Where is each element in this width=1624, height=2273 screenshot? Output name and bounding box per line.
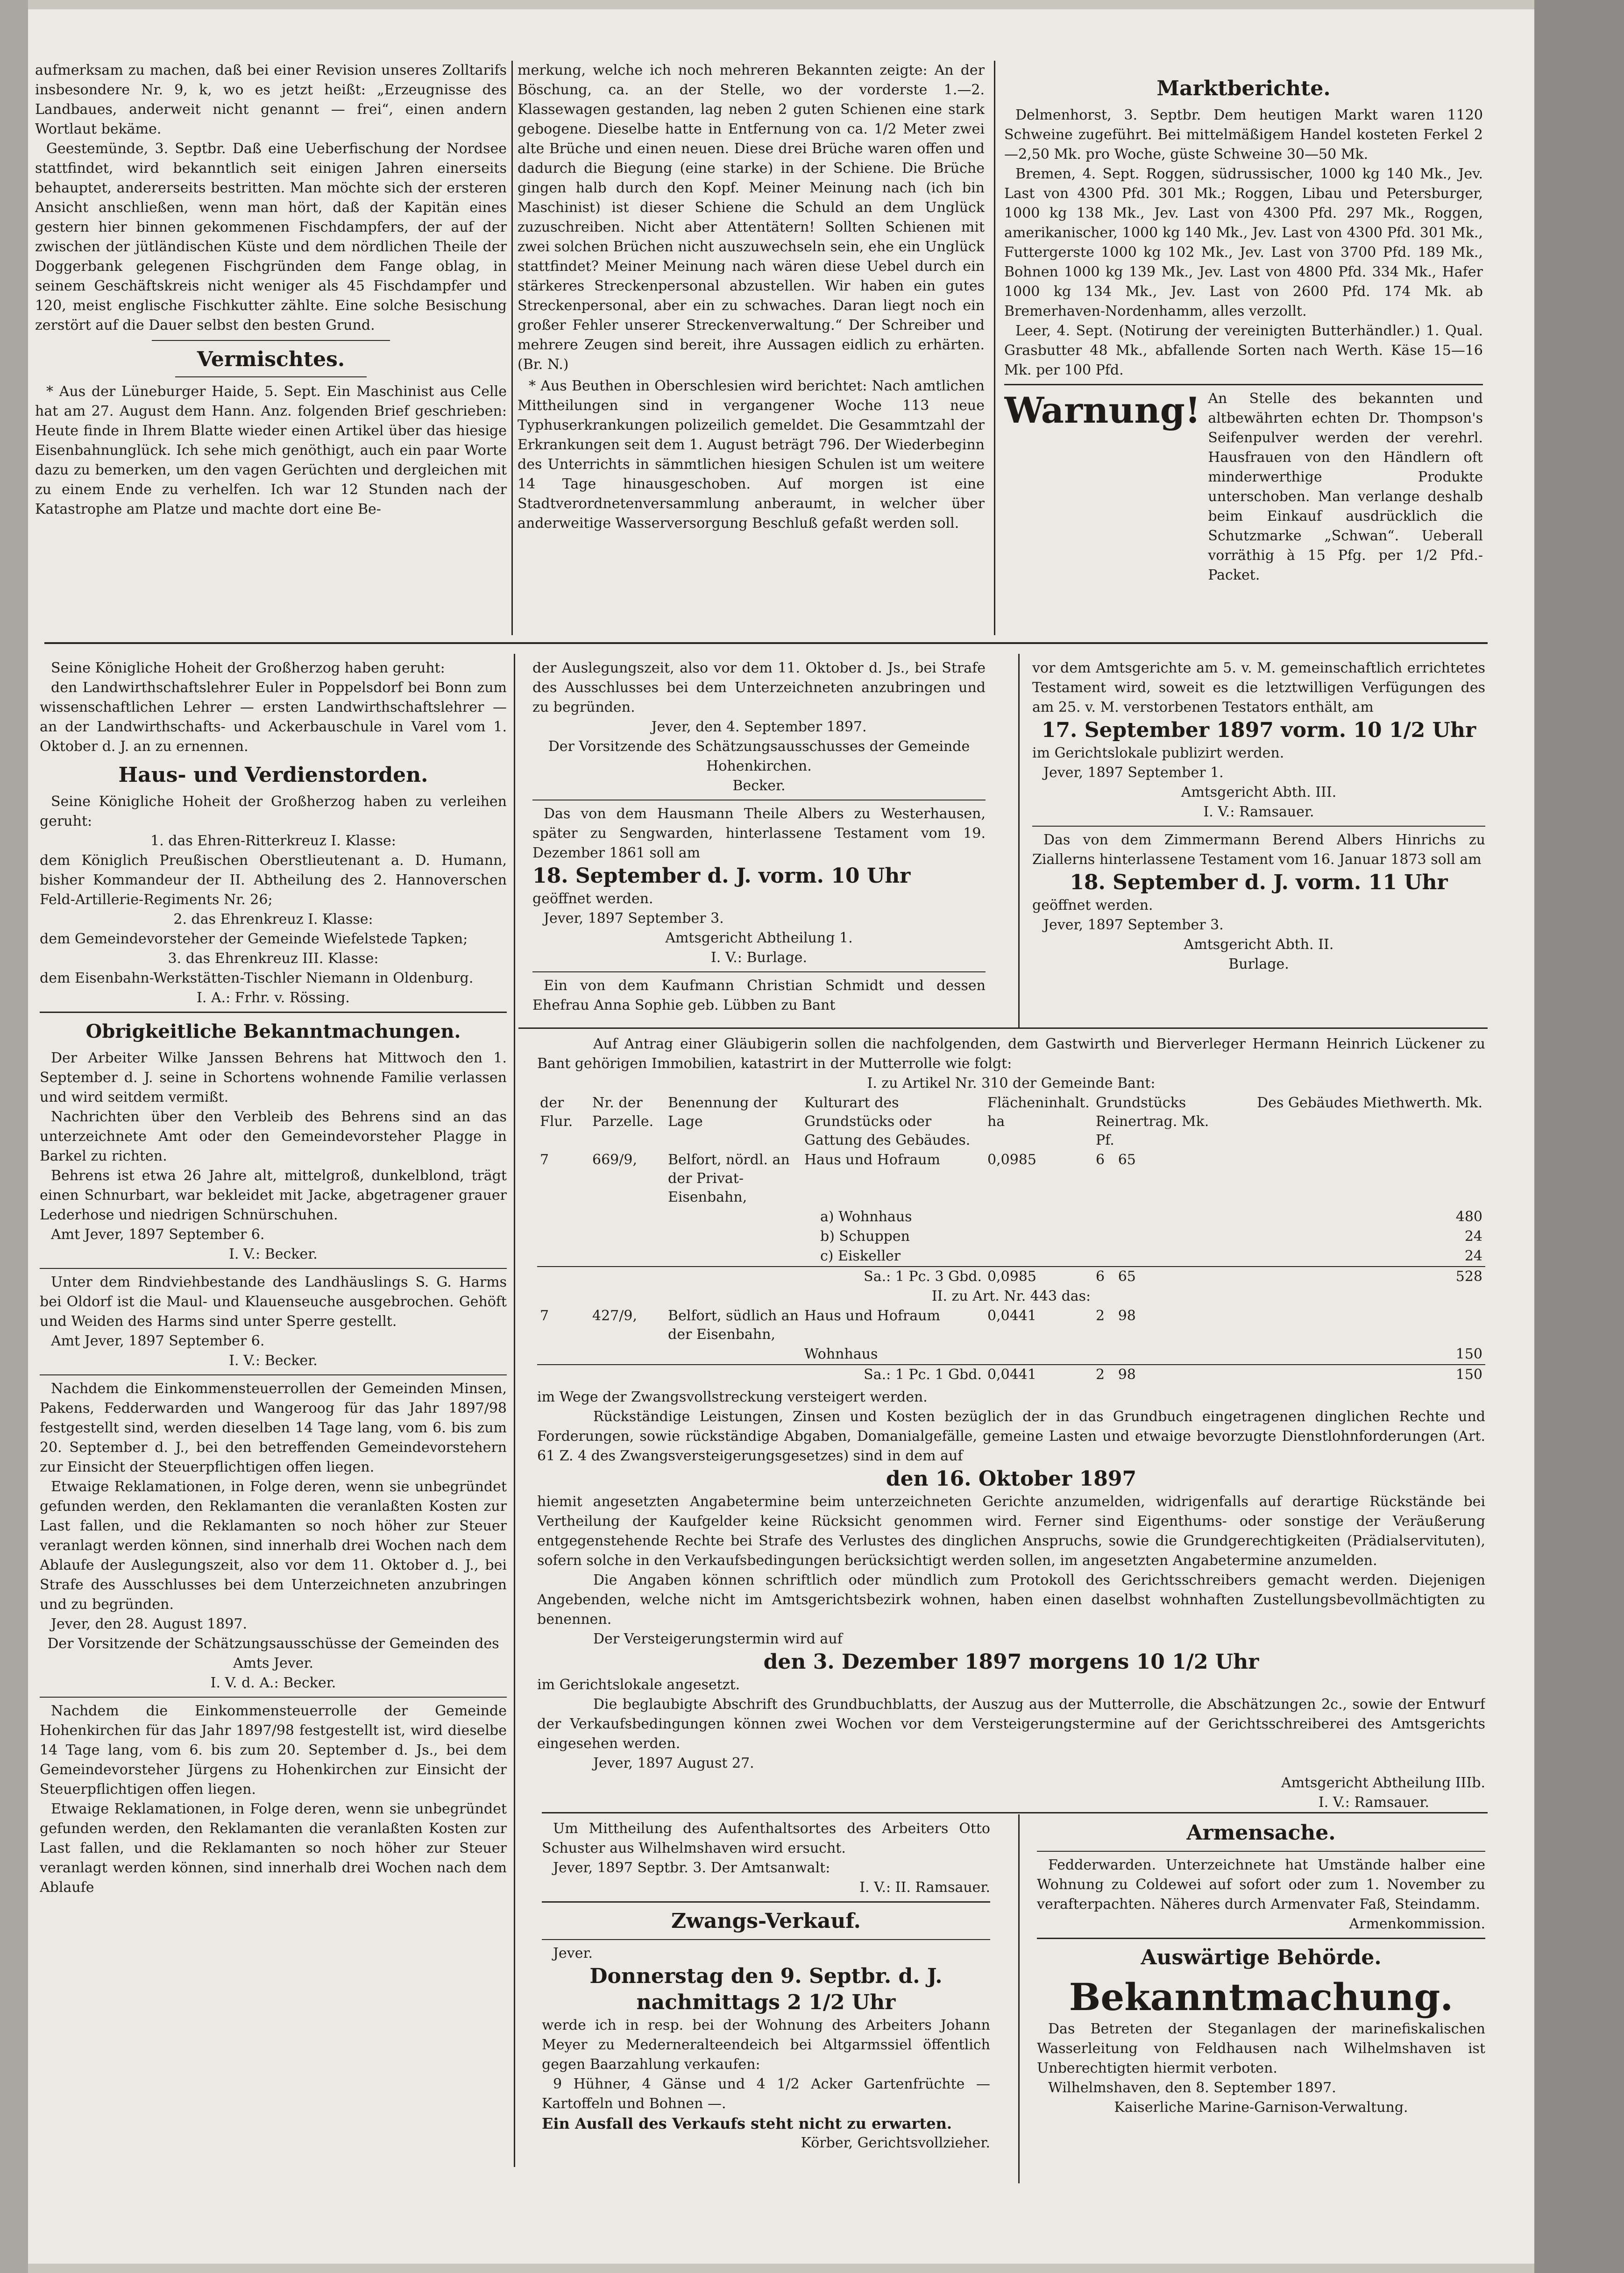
orden-3: 3. das Ehrenkreuz III. Klasse: [168,950,379,967]
cell: 98 [1118,1308,1136,1324]
table-header [537,1093,1485,1150]
dateline: Jever, 1897 September 3. [544,910,724,927]
signature: I. V.: Ramsauer. [1203,804,1314,820]
signature: Burlage. [1228,956,1289,972]
dateline: Jever, 1897 September 3. [1043,917,1224,933]
signature: I. A.: Frhr. v. Rössing. [197,990,350,1006]
notice-testament-albers: Das von dem Hausmann Theile Albers zu Westerhausen, später zu Sengwarden, hinterlassene Testament vom 19. Dezember 1861 soll am [532,806,986,861]
divider [1037,1851,1485,1852]
orden-2-recipient: dem Gemeindevorsteher der Gemeinde Wiefelstede Tapken; [40,931,468,947]
divider [532,971,986,972]
auction-text: im Gerichtslokale angesetzt. [537,1677,740,1693]
notice-seuche: Unter dem Rindviehbestande des Landhäuslings S. G. Harms bei Oldorf ist die Maul- und Klauenseuche ausgebrochen. Gehöft und Weiden des Harms sind unter Sperre gestellt. [40,1274,507,1330]
article-geestemuende: Geestemünde, 3. Septbr. Daß eine Ueberfischung der Nordsee stattfindet, wird bekanntlich seit einigen Jahren einerseits behauptet, andererseits bestritten. Man möchte sich der ersteren Ansicht anschließen, wenn man hört, daß der Kapitän eines gestern hier binnen gekommenen Fischdampfers, der auf der zwischen der jütländischen Küste und dem nördlichen Theile der Doggerbank gelegenen Fischgründen dem Fange oblag, in seinem Geschäftskreis nicht weniger als 45 Fischdampfer und 120, meist englische Fischkutter zählte. Eine solche Besischung zerstört auf die Dauer selbst den besten Grund. [35,141,507,333]
ad-warnung-text: An Stelle des bekannten und altbewährten echten Dr. Thompson's Seifenpulver werden der verehrl. Hausfrauen von den Händlern oft minderwerthige Produkte unterschoben. Man verlange deshalb beim Einkauf ausdrücklich die Schutzmarke „Schwan“. Ueberall vorräthig à 15 Pfg. per 1/2 Pfd.-Packet. [1208,390,1483,583]
bottom-column-3 [1037,1819,1485,2186]
cell: Belfort, nördl. an der Privat-Eisenbahn, [668,1152,790,1205]
cell [1220,1150,1485,1207]
blank [537,1227,589,1246]
dateline: Amt Jever, 1897 September 6. [51,1226,265,1243]
blank [1093,1345,1220,1365]
cell: 0,0441 [987,1367,1036,1383]
article-zolltarif-end: aufmerksam zu machen, daß bei einer Revision unseres Zolltarifs insbesondere Nr. 9, k, wo es jetzt heißt: „Erzeugnisse des Landbaues, anderweit nicht genannt — frei“, einen andern Wortlaut bekäme. [35,62,507,137]
auction-text: im Wege der Zwangsvollstreckung versteigert werden. [537,1389,928,1405]
auction-text: Der Versteigerungstermin wird auf [593,1631,843,1647]
divider [542,1939,990,1940]
divider [1004,384,1483,385]
signature: I. V.: Ramsauer. [1318,1794,1429,1807]
blank [589,1227,665,1246]
blank [985,1227,1093,1246]
notice-reklamationen: Etwaige Reklamationen, in Folge deren, wenn sie unbegründet gefunden werden, den Reklamanten die veranlaßten Kosten zur Last fallen, und die Reklamanten so noch höher zur Steuer veranlagt werden können, sind innerhalb drei Wochen nach dem Ablaufe der Auslegungszeit, also vor dem 11. Oktober d. J., bei Strafe des Ausschlusses bei dem Unterzeichneten anzubringen und zu begründen. [40,1479,507,1613]
col-parzelle: Nr. der Parzelle. [592,1095,654,1130]
cell: 6 [1096,1268,1105,1285]
blank [985,1246,1093,1267]
notice-schuster: Um Mittheilung des Aufenthaltsortes des Arbeiters Otto Schuster aus Wilhelmshaven wird ersucht. [542,1820,990,1856]
blank [537,1207,589,1227]
notice-vorsitzende: Der Vorsitzende der Schätzungsausschüsse der Gemeinden des Amts Jever. [47,1636,499,1671]
divider [542,1901,990,1903]
column-rule [514,654,515,2167]
market-bremen: Bremen, 4. Sept. Roggen, südrussischer, 1000 kg 140 Mk., Jev. Last von 4300 Pfd. 301 Mk.; Roggen, Libau und Petersburger, 1000 kg 138 Mk., Jev. Last von 4300 Pfd. 297 Mk., Roggen, amerikanischer, 1000 kg 140 Mk., Jev. Last von 4300 Pfd. 301 Mk., Futtergerste 1000 kg 102 Mk., Jev. Last von 3700 Pfd. 189 Mk., Bohnen 1000 kg 139 Mk., Jev. Last von 4800 Pfd. 334 Mk., Hafer 1000 kg 134 Mk., Jev. Last von 2600 Pfd. 174 Mk. ab Bremerhaven-Nordenhamm, alles verzollt. [1004,166,1483,319]
notice-fedderwarden: Fedderwarden. Unterzeichnete hat Umstände halber eine Wohnung zu Coldewei auf sofort oder zum 1. November zu verafterpachten. Näheres durch Armenvater Faß, Steindamm. [1037,1857,1485,1912]
table-row [537,1246,1485,1267]
blank [985,1345,1093,1365]
col-flur: der Flur. [540,1095,573,1130]
cell: Haus und Hofraum [804,1308,941,1324]
court: Amtsgericht Abtheilung 1. [665,930,853,946]
announcement-euler: den Landwirthschaftslehrer Euler in Poppelsdorf bei Bonn zum wissenschaftlichen Lehrer — ersten Landwirthschaftslehrer — an der Landwirthschafts- und Ackerbauschule in Varel vom 1. Oktober d. J. an zu ernennen. [40,680,507,755]
top-column-1 [35,61,507,621]
divider [40,1374,507,1375]
col-kultur: Kulturart des Grundstücks oder Gattung des Gebäudes. [804,1095,971,1148]
bottom-column-2 [542,1819,990,2186]
divider [152,340,390,341]
signature: Armenkommission. [1349,1916,1485,1932]
signature: Kaiserliche Marine-Garnison-Verwaltung. [1114,2099,1408,2116]
blank [537,1365,589,1385]
cell: 7 [540,1308,549,1324]
orden-intro: Seine Königliche Hoheit der Großherzog haben zu verleihen geruht: [40,793,507,829]
cell: c) Eiskeller [820,1248,901,1264]
cell: 480 [1455,1209,1482,1225]
divider [1037,1938,1485,1939]
divider [40,1012,507,1013]
cell: 0,0985 [987,1152,1036,1168]
blank [665,1365,801,1385]
notice-testament-schmidt: Ein von dem Kaufmann Christian Schmidt und dessen Ehefrau Anna Sophie geb. Lübben zu Bant [532,977,986,1013]
market-delmenhorst: Delmenhorst, 3. Septbr. Dem heutigen Markt waren 1120 Schweine zugeführt. Bei mittelmäßigem Handel kosteten Ferkel 2—2,50 Mk. pro Woche, güste Schweine 30—50 Mk. [1004,107,1483,163]
court: Amtsgericht Abth. III. [1181,784,1337,800]
blank [589,1267,665,1287]
signature: I. V.: Becker. [229,1246,318,1262]
cell: 0,0441 [987,1308,1036,1324]
cell-reinertrag [1093,1306,1220,1345]
notice-behrens-3: Behrens ist etwa 26 Jahre alt, mittelgroß, dunkelblond, trägt einen Schnurbart, war bekleidet mit Jacke, abgetragener grauer Lederhose und niedrigen Schnürschuhen. [40,1168,507,1223]
blank [1093,1207,1220,1227]
dateline: Jever, 1897 Septbr. 3. Der Amtsanwalt: [553,1860,830,1876]
dateline: Jever, den 4. September 1897. [651,719,867,735]
divider [175,376,367,377]
announcements-column-3 [1032,659,1485,1013]
blank [589,1207,665,1227]
section-rule [44,642,1488,644]
blank [665,1345,801,1365]
auction-notice [537,1034,1485,1807]
signature: I. V.: Becker. [229,1352,318,1369]
cell: 0,0985 [987,1268,1036,1285]
table-row [537,1227,1485,1246]
dateline: Jever, 1897 August 27. [593,1755,754,1771]
column-rule [1018,654,1020,1027]
notice-verkauf: werde ich in resp. bei der Wohnung des Arbeiters Johann Meyer zu Mederneralteendeich bei Altgarmssiel öffentlich gegen Baarzahlung verkaufen: [542,2017,990,2073]
blank [589,1246,665,1267]
top-column-2 [518,61,985,630]
blank [665,1227,801,1246]
cell: 24 [1464,1248,1482,1264]
column-rule [1018,1814,1020,2183]
article-eisenbahn-continued: merkung, welche ich noch mehreren Bekannten zeigte: An der Böschung, ca. an der Stelle, wo der vorderste 1.—2. Klassewagen gestanden, lag neben 2 guten Schienen eine stark gebogene. Dieselbe hatte in Entfernung von ca. 1/2 Meter zwei alte Brüche und einen neuen. Diese drei Brüche waren offen und dadurch die Biegung (eine starke) in der Schiene. Die Brüche gingen halb durch den Kopf. Meiner Meinung nach (ich bin Maschinist) ist dieser Schiene die Schuld an dem Unglück zuzuschreiben. Nicht aber Attentätern! Sollten Schienen mit zwei solchen Brüchen nicht auszuwechseln sein, ehe ein Unglück stattfindet? Meiner Meinung nach wären diese Uebel durch ein stärkeres Streckenpersonal abzustellen. Wir haben ein gutes Streckenpersonal, aber ein zu schwaches. Daran liegt noch ein großer Fehler unserer Streckenverwaltung.“ Der Schreiber und mehrere Zeugen sind bereit, ihre Aussagen eidlich zu erhärten. (Br. N.) [518,62,985,373]
cell: a) Wohnhaus [820,1209,912,1225]
cell: 2 [1096,1367,1105,1383]
heading-armensache: Armensache. [1186,1821,1336,1845]
notice-ausfall: Ein Ausfall des Verkaufs steht nicht zu erwarten. [542,2115,952,2132]
signature: Becker. [732,778,786,794]
blank [665,1267,801,1287]
col-lage: Benennung der Lage [668,1095,778,1130]
dateline: Jever, den 28. August 1897. [51,1616,248,1632]
heading-haus-verdienstorden: Haus- und Verdienstorden. [118,763,428,787]
signature: Körber, Gerichtsvollzieher. [801,2135,990,2151]
notice-vorsitzende: Der Vorsitzende des Schätzungsausschusses der Gemeinde Hohenkirchen. [548,738,970,774]
cell: 65 [1118,1268,1136,1285]
heading-obrigkeitliche: Obrigkeitliche Bekanntmachungen. [85,1020,461,1042]
text: im Gerichtslokale publizirt werden. [1032,745,1284,761]
blank [1093,1227,1220,1246]
article-lueneburger-haide: * Aus der Lüneburger Haide, 5. Sept. Ein Maschinist aus Celle hat am 27. August dem Hann. Anz. folgenden Brief geschrieben: Heute finde in Ihrem Blatte wieder einen Artikel über das hiesige Eisenbahnunglück. Ich sehe mich genöthigt, auch ein paar Worte dazu zu bemerken, um den vagen Gerüchten und dergleichen mit zu einem Ende zu verhelfen. Ich war 12 Stunden nach der Katastrophe am Platze und machte dort eine Be- [35,383,507,517]
cell: 6 [1096,1152,1105,1168]
divider [1032,826,1485,827]
orden-2: 2. das Ehrenkreuz I. Klasse: [173,911,373,928]
notice-steganlagen: Das Betreten der Steganlagen der marinefiskalischen Wasserleitung von Feldhausen nach Wilhelmshaven ist Unberechtigten hiermit verboten. [1037,2021,1485,2076]
date-angabetermin: den 16. Oktober 1897 [886,1467,1137,1491]
ad-warnung-heading: Warnung! [1004,389,1201,431]
blank [1093,1246,1220,1267]
heading-marktberichte: Marktberichte. [1156,77,1331,100]
announcements-column-1 [40,659,507,2167]
text: geöffnet werden. [1032,897,1153,913]
cell: 65 [1118,1152,1136,1168]
blank [537,1345,589,1365]
orden-3-recipient: dem Eisenbahn-Werkstätten-Tischler Niemann in Oldenburg. [40,970,474,986]
signature: I. V.: Burlage. [710,949,808,966]
date-testament-1: 18. September d. J. vorm. 10 Uhr [532,864,911,888]
notice-auslegung: der Auslegungszeit, also vor dem 11. Oktober d. Js., bei Strafe des Ausschlusses bei dem Unterzeichneten anzubringen und zu begründen. [532,660,986,715]
cell: Belfort, südlich an der Eisenbahn, [668,1308,799,1343]
cell: Haus und Hofraum [804,1152,941,1168]
cell: Sa.: 1 Pc. 3 Gbd. [864,1268,982,1285]
article-beuthen: * Aus Beuthen in Oberschlesien wird berichtet: Nach amtlichen Mittheilungen sind in vergangener Woche 113 neue Typhuserkrankungen polizeilich gemeldet. Die Gesammtzahl der Erkrankungen seit dem 1. August beträgt 796. Der Wiederbeginn des Unterrichts in sämmtlichen hiesigen Schulen ist um weitere 14 Tage hinausgeschoben. Auf morgen ist eine Stadtverordnetenversammlung anberaumt, in welcher über anderweitige Wasserversorgung Beschluß gefaßt werden soll. [518,378,985,531]
heading-zwangs-verkauf: Zwangs-Verkauf. [671,1909,861,1933]
cell: 24 [1464,1228,1482,1245]
court: Amtsgericht Abth. II. [1184,936,1334,953]
dateline: Amt Jever, 1897 September 6. [51,1333,265,1349]
notice-steuerrollen: Nachdem die Einkommensteuerrollen der Gemeinden Minsen, Pakens, Fedderwarden und Wangeroog für das Jahr 1897/98 festgestellt sind, werden dieselben 14 Tage lang, vom 6. bis zum 20. September d. J., bei den betreffenden Gemeindevorstehern zur Einsicht der Steuerpflichtigen offen liegen. [40,1381,507,1475]
blank [985,1207,1093,1227]
cell: 98 [1118,1367,1136,1383]
blank [665,1207,801,1227]
announcements-column-2 [532,659,986,1013]
table-row [537,1345,1485,1365]
cell: 150 [1455,1346,1482,1362]
text: geöffnet werden. [532,891,653,907]
heading-auswaertige-behoerde: Auswärtige Behörde. [1141,1946,1382,1969]
auction-article-1: I. zu Artikel Nr. 310 der Gemeinde Bant: [867,1075,1156,1091]
table-row [537,1287,1485,1306]
table-row [537,1150,1485,1207]
heading-vermischtes: Vermischtes. [197,347,345,371]
table-row [537,1306,1485,1345]
cell: Wohnhaus [804,1346,878,1362]
date-versteigerung: den 3. Dezember 1897 morgens 10 1/2 Uhr [763,1650,1259,1674]
divider [40,1697,507,1698]
dateline: Jever, 1897 September 1. [1043,765,1224,781]
cell: 7 [540,1152,549,1168]
section-rule [518,1027,1488,1029]
ad-warnung [1004,389,1483,585]
court: Amtsgericht Abtheilung IIIb. [1281,1775,1485,1791]
notice-testament-cont: vor dem Amtsgerichte am 5. v. M. gemeinschaftlich errichtetes Testament wird, soweit es die letztwilligen Verfügungen des am 25. v. M. verstorbenen Testators enthält, am [1032,660,1485,715]
scan-right-margin [1534,0,1624,2273]
table-row [537,1207,1485,1227]
notice-items: 9 Hühner, 4 Gänse und 4 1/2 Acker Gartenfrüchte — Kartoffeln und Bohnen —. [542,2076,990,2112]
cell [1220,1306,1485,1345]
cell: 427/9, [592,1308,637,1324]
divider [40,1268,507,1269]
cell: 2 [1096,1308,1105,1324]
notice-behrens: Der Arbeiter Wilke Janssen Behrens hat Mittwoch den 1. September d. J. seine in Schortens wohnende Familie verlassen und wird seitdem vermißt. [40,1050,507,1105]
notice-hohenkirchen: Nachdem die Einkommensteuerrolle der Gemeinde Hohenkirchen für das Jahr 1897/98 festgestellt ist, wird dieselbe 14 Tage lang, vom 6. bis zum 20. September d. Js., bei dem Gemeindevorsteher Jürgens zu Hohenkirchen zur Einsicht der Steuerpflichtigen offen liegen. [40,1703,507,1798]
cell-reinertrag [1093,1150,1220,1207]
notice-reklamationen-2: Etwaige Reklamationen, in Folge deren, wenn sie unbegründet gefunden werden, den Reklamanten die veranlaßten Kosten zur Last fallen, und die Reklamanten so noch höher zur Steuer veranlagt werden können, sind innerhalb drei Wochen nach dem Ablaufe [40,1801,507,1896]
time-verkauf: nachmittags 2 1/2 Uhr [636,1990,896,2014]
cell: 669/9, [592,1152,637,1168]
cell: 528 [1455,1268,1482,1285]
heading-bekanntmachung: Bekanntmachung. [1069,1975,1454,2019]
dateline: Wilhelmshaven, den 8. September 1897. [1048,2080,1336,2096]
auction-text: Rückständige Leistungen, Zinsen und Kosten bezüglich der in das Grundbuch eingetragenen dinglichen Rechte und Forderungen, sowie rückständige Abgaben, Domanialgefälle, gemeine Lasten und etwaige bevorzugte Dienstlohnforderungen (Art. 61 Z. 4 des Zwangsversteigerungsgesetzes) sind in dem auf [537,1409,1485,1464]
signature: I. V. d. A.: Becker. [210,1675,336,1691]
col-flaeche: Flächeninhalt. ha [987,1095,1090,1130]
auction-text: Die Angaben können schriftlich oder mündlich zum Protokoll des Gerichtsschreibers gemacht werden. Diejenigen Angebenden, welche nicht im Amtsgerichtsbezirk wohnen, haben einen daselbst wohnhaften Zustellungsbevollmächtigten zu benennen. [537,1572,1485,1628]
blank [537,1267,589,1287]
notice-testament-hinrichs: Das von dem Zimmermann Berend Albers Hinrichs zu Ziallerns hinterlassene Testament vom 16. Januar 1873 soll am [1032,832,1485,868]
col-reinertrag: Grundstücks Reinertrag. Mk. Pf. [1096,1095,1209,1148]
cell-reinertrag [1093,1365,1220,1385]
table-sum-row [537,1267,1485,1287]
top-column-3 [1004,75,1483,635]
signature: I. V.: II. Ramsauer. [859,1879,990,1896]
section-rule [542,1812,1488,1813]
column-rule [994,61,995,635]
date-testament-2: 17. September 1897 vorm. 10 1/2 Uhr [1041,718,1476,742]
notice-behrens-2: Nachrichten über den Verbleib des Behrens sind an das unterzeichnete Amt oder den Gemeindevorsteher Plagge in Barkel zu richten. [40,1109,507,1164]
cell: Sa.: 1 Pc. 1 Gbd. [864,1367,982,1383]
auction-article-2: II. zu Art. Nr. 443 das: [931,1288,1091,1304]
orden-1: 1. das Ehren-Ritterkreuz I. Klasse: [150,833,396,849]
cell: 150 [1455,1367,1482,1383]
blank [589,1345,665,1365]
blank [537,1246,589,1267]
blank [665,1246,801,1267]
column-rule [511,61,513,635]
place: Jever. [553,1945,593,1961]
date-verkauf: Donnerstag den 9. Septbr. d. J. [589,1964,943,1988]
col-miethwerth: Des Gebäudes Miethwerth. Mk. [1257,1095,1482,1111]
auction-text: hiemit angesetzten Angabetermine beim unterzeichneten Gerichte anzumelden, widrigenfalls auf derartige Rückstände bei Vertheilung der Kaufgelder keine Rücksicht genommen wird. Ferner sind Eigenthums- oder sonstige der Veräußerung entgegenstehende Rechte bei Strafe des Verlustes des dinglichen Anspruchs, sowie die Grundgerechtigkeiten (Prädialservituten), sofern solche in den Verkaufsbedingungen berücksichtigt werden sollen, im angesetzten Angabetermine anzumelden. [537,1494,1485,1569]
auction-intro: Auf Antrag einer Gläubigerin sollen die nachfolgenden, dem Gastwirth und Bierverleger Hermann Heinrich Lückener zu Bant gehörigen Immobilien, katastrirt in der Mutterrolle wie folgt: [537,1036,1485,1072]
property-table [537,1093,1485,1385]
orden-1-recipient: dem Königlich Preußischen Oberstlieutenant a. D. Humann, bisher Kommandeur der II. Abtheilung des 2. Hannoverschen Feld-Artillerie-Regiments Nr. 26; [40,852,507,908]
market-leer: Leer, 4. Sept. (Notirung der vereinigten Butterhändler.) 1. Qual. Grasbutter 48 Mk., abfallende Sorten nach Werth. Käse 15—16 Mk. per 100 Pfd. [1004,323,1483,378]
table-sum-row [537,1365,1485,1385]
announcement-grossherzog: Seine Königliche Hoheit der Großherzog haben geruht: [51,660,445,676]
blank [589,1365,665,1385]
scan-left-edge [0,0,28,2273]
date-testament-3: 18. September d. J. vorm. 11 Uhr [1070,871,1448,894]
auction-text: Die beglaubigte Abschrift des Grundbuchblatts, der Auszug aus der Mutterrolle, die Abschätzungen 2c., sowie der Entwurf der Verkaufsbedingungen können zwei Wochen vor dem Versteigerungstermine auf der Gerichtsschreiberei des Amtsgerichts eingesehen werden. [537,1696,1485,1752]
cell: b) Schuppen [820,1228,910,1245]
cell-reinertrag [1093,1267,1220,1287]
